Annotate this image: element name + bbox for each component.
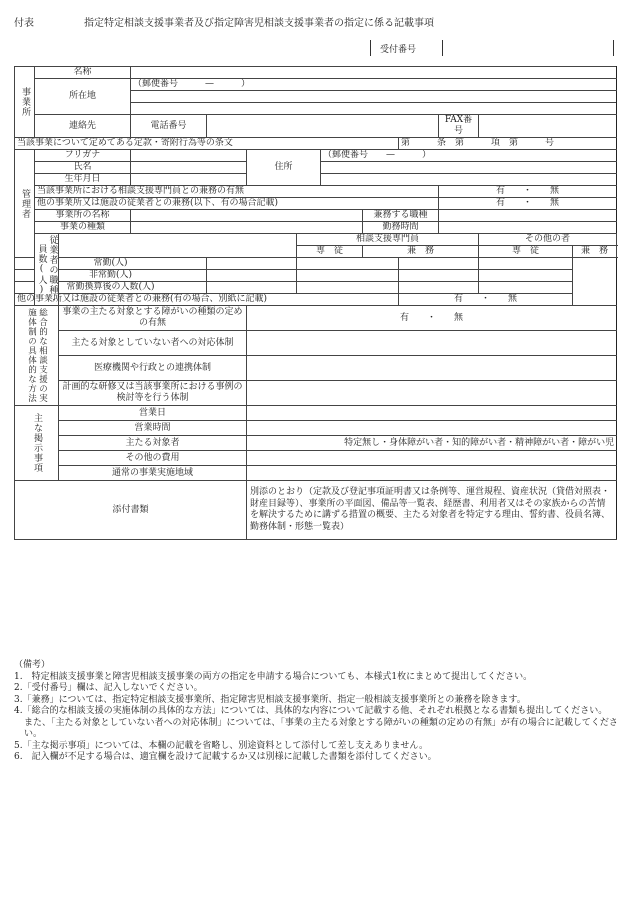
birth-label: 生年月日 xyxy=(35,174,131,186)
other-full-header: 専 従 xyxy=(479,246,573,258)
note-5: 5.「主な掲示事項」については、本欄の記載を省略し、別途資料として添付して差し支えありません。 xyxy=(14,740,428,751)
posting-group: 主な掲示事項 xyxy=(15,406,59,481)
other-job-yn[interactable]: 有 ・ 無 xyxy=(399,294,573,306)
attachments-text: 別添のとおり（定款及び登記事項証明書又は条例等、運営規程、資産状況（貸借対照表・財産目録等）、事業所の平面図、備品等一覧表、経歴書、利用者又はその家族からの苦情を解決するために講ずる措置の概要、主たる対象者を特定する理由、誓約書、役員名簿、勤務体制・形態一覧表） xyxy=(247,481,617,540)
notes-title: （備考） xyxy=(14,660,51,670)
medical-liaison-field[interactable] xyxy=(247,356,617,381)
consultant-header: 相談支援専門員 xyxy=(297,234,479,246)
note-3: 3.「兼務」については、指定特定相談支援事業所、指定障害児相談支援事業所、指定一般相談支援事業所との兼務を除きます。 xyxy=(14,694,526,705)
articles-label: 当該事業について定めてある定款・寄附行為等の条文 xyxy=(15,138,399,150)
nontarget-field[interactable] xyxy=(247,331,617,356)
costs-field[interactable] xyxy=(247,451,617,466)
training-label: 計画的な研修又は当該事業所における事例の検討等を行う体制 xyxy=(59,381,247,406)
fulltime-label: 常勤(人) xyxy=(15,258,207,270)
receipt-number-box xyxy=(370,40,614,56)
receipt-label: 受付番号 xyxy=(380,45,417,55)
furigana-label: フリガナ xyxy=(35,150,131,162)
manager-name-label: 氏名 xyxy=(35,162,131,174)
concurrent-other-yn[interactable]: 有 ・ 無 xyxy=(439,198,617,210)
fulltime-c-full[interactable] xyxy=(207,258,297,270)
office-name2-field[interactable] xyxy=(131,210,363,222)
phone-label: 電話番号 xyxy=(131,115,207,138)
office-name-label: 名称 xyxy=(35,67,131,79)
manager-postal[interactable]: （郵便番号 — ） xyxy=(321,150,617,162)
converted-label: 常勤換算後の人数(人) xyxy=(15,282,207,294)
office-group: 事業所 xyxy=(15,67,35,138)
articles-field[interactable]: 第 条 第 項 第 号 xyxy=(399,138,617,150)
birth-field[interactable] xyxy=(131,174,247,186)
manager-name-field[interactable] xyxy=(131,162,247,174)
converted-c-conc[interactable] xyxy=(297,282,399,294)
hours-label: 勤務時間 xyxy=(363,222,439,234)
training-field[interactable] xyxy=(247,381,617,406)
phone-field[interactable] xyxy=(207,115,439,138)
manager-address-field-2[interactable] xyxy=(321,174,617,186)
office-name2-label: 事業所の名称 xyxy=(35,210,131,222)
days-label: 営業日 xyxy=(59,406,247,421)
converted-c-full[interactable] xyxy=(207,282,297,294)
attachments-label: 添付書類 xyxy=(15,481,247,540)
form-title: 指定特定相談支援事業者及び指定障害児相談支援事業者の指定に係る記載事項 xyxy=(84,18,434,29)
fulltime-o-full[interactable] xyxy=(399,258,479,270)
area-label: 通常の事業実施地域 xyxy=(59,466,247,481)
parttime-label: 非常勤(人) xyxy=(15,270,207,282)
fulltime-o-conc[interactable] xyxy=(479,258,573,270)
concurrent-other-label: 他の事業所又は施設の従業者との兼務(以下、有の場合記載) xyxy=(35,198,439,210)
address-field-2[interactable] xyxy=(131,103,617,115)
target-field[interactable]: 特定無し・身体障がい者・知的障がい者・精神障がい者・障がい児 xyxy=(247,436,617,451)
hours-field[interactable] xyxy=(439,222,617,234)
parttime-o-full[interactable] xyxy=(399,270,479,282)
parttime-o-conc[interactable] xyxy=(479,270,573,282)
note-4: 4.「総合的な相談支援の実施体制の具体的な方法」については、具体的な内容について記載する他、それぞれ根拠となる書類も提出してください。 xyxy=(14,706,608,716)
business-type-label: 事業の種類 xyxy=(35,222,131,234)
other-staff-header: その他の者 xyxy=(479,234,617,246)
office-name-field[interactable] xyxy=(131,67,617,79)
business-type-field[interactable] xyxy=(131,222,363,234)
staff-header-blank xyxy=(59,234,297,258)
time-field[interactable] xyxy=(247,421,617,436)
staff-group: 従業者の職種・員数(人) xyxy=(36,234,58,305)
fax-label: FAX番号 xyxy=(439,115,479,138)
parttime-c-full[interactable] xyxy=(207,270,297,282)
note-4b: また、「主たる対象としていない者への対応体制」については、「事業の主たる対象とする障がいの種類の定めの有無」が有の場合に記載してください。 xyxy=(24,717,618,739)
converted-o-conc[interactable] xyxy=(479,282,573,294)
form-header xyxy=(14,14,614,30)
days-field[interactable] xyxy=(247,406,617,421)
concurrent-consultant-yn[interactable]: 有 ・ 無 xyxy=(439,186,617,198)
attachment-label: 付表 xyxy=(14,18,34,29)
note-6: 6. 記入欄が不足する場合は、適宜欄を設けて記載するか又は別様に記載した書類を添付してください。 xyxy=(14,752,437,762)
costs-label: その他の費用 xyxy=(59,451,247,466)
other-job-label: 他の事業所又は施設の従業者との兼務(有の場合、別紙に記載) xyxy=(15,294,399,306)
fax-field[interactable] xyxy=(479,115,617,138)
time-label: 営業時間 xyxy=(59,421,247,436)
fulltime-c-conc[interactable] xyxy=(297,258,399,270)
duty-label: 兼務する職種 xyxy=(363,210,439,222)
medical-liaison-label: 医療機関や行政との連携体制 xyxy=(59,356,247,381)
concurrent-consultant-label: 当該事業所における相談支援専門員との兼務の有無 xyxy=(35,186,439,198)
note-1: 1. 特定相談支援事業と障害児相談支援事業の両方の指定を申請する場合についても、本様式1枚にまとめて提出してください。 xyxy=(14,671,533,682)
address-label: 所在地 xyxy=(35,79,131,115)
contact-label: 連絡先 xyxy=(35,115,131,138)
parttime-c-conc[interactable] xyxy=(297,270,399,282)
note-2: 2.「受付番号」欄は、記入しないでください。 xyxy=(14,683,203,693)
duty-field[interactable] xyxy=(439,210,617,222)
other-concurrent-header: 兼 務 xyxy=(573,246,617,258)
converted-o-full[interactable] xyxy=(399,282,479,294)
consultant-full-header: 専 従 xyxy=(297,246,363,258)
address-field-1[interactable] xyxy=(131,91,617,103)
postal-line[interactable]: （郵便番号 — ） xyxy=(131,79,617,91)
method-group: 総合的な相談支援の実施体制の具体的な方法 xyxy=(15,306,59,406)
application-form-table xyxy=(14,66,617,540)
target-definition-yn[interactable]: 有 ・ 無 xyxy=(247,306,617,331)
nontarget-label: 主たる対象としていない者への対応体制 xyxy=(59,331,247,356)
furigana-field[interactable] xyxy=(131,150,247,162)
target-definition-label: 事業の主たる対象とする障がいの種類の定めの有無 xyxy=(59,306,247,331)
manager-address-field-1[interactable] xyxy=(321,162,617,174)
notes-section xyxy=(14,660,618,764)
manager-address-label: 住所 xyxy=(247,150,321,186)
consultant-concurrent-header: 兼 務 xyxy=(363,246,479,258)
manager-group: 管理者 xyxy=(15,150,35,258)
target-label: 主たる対象者 xyxy=(59,436,247,451)
area-field[interactable] xyxy=(247,466,617,481)
